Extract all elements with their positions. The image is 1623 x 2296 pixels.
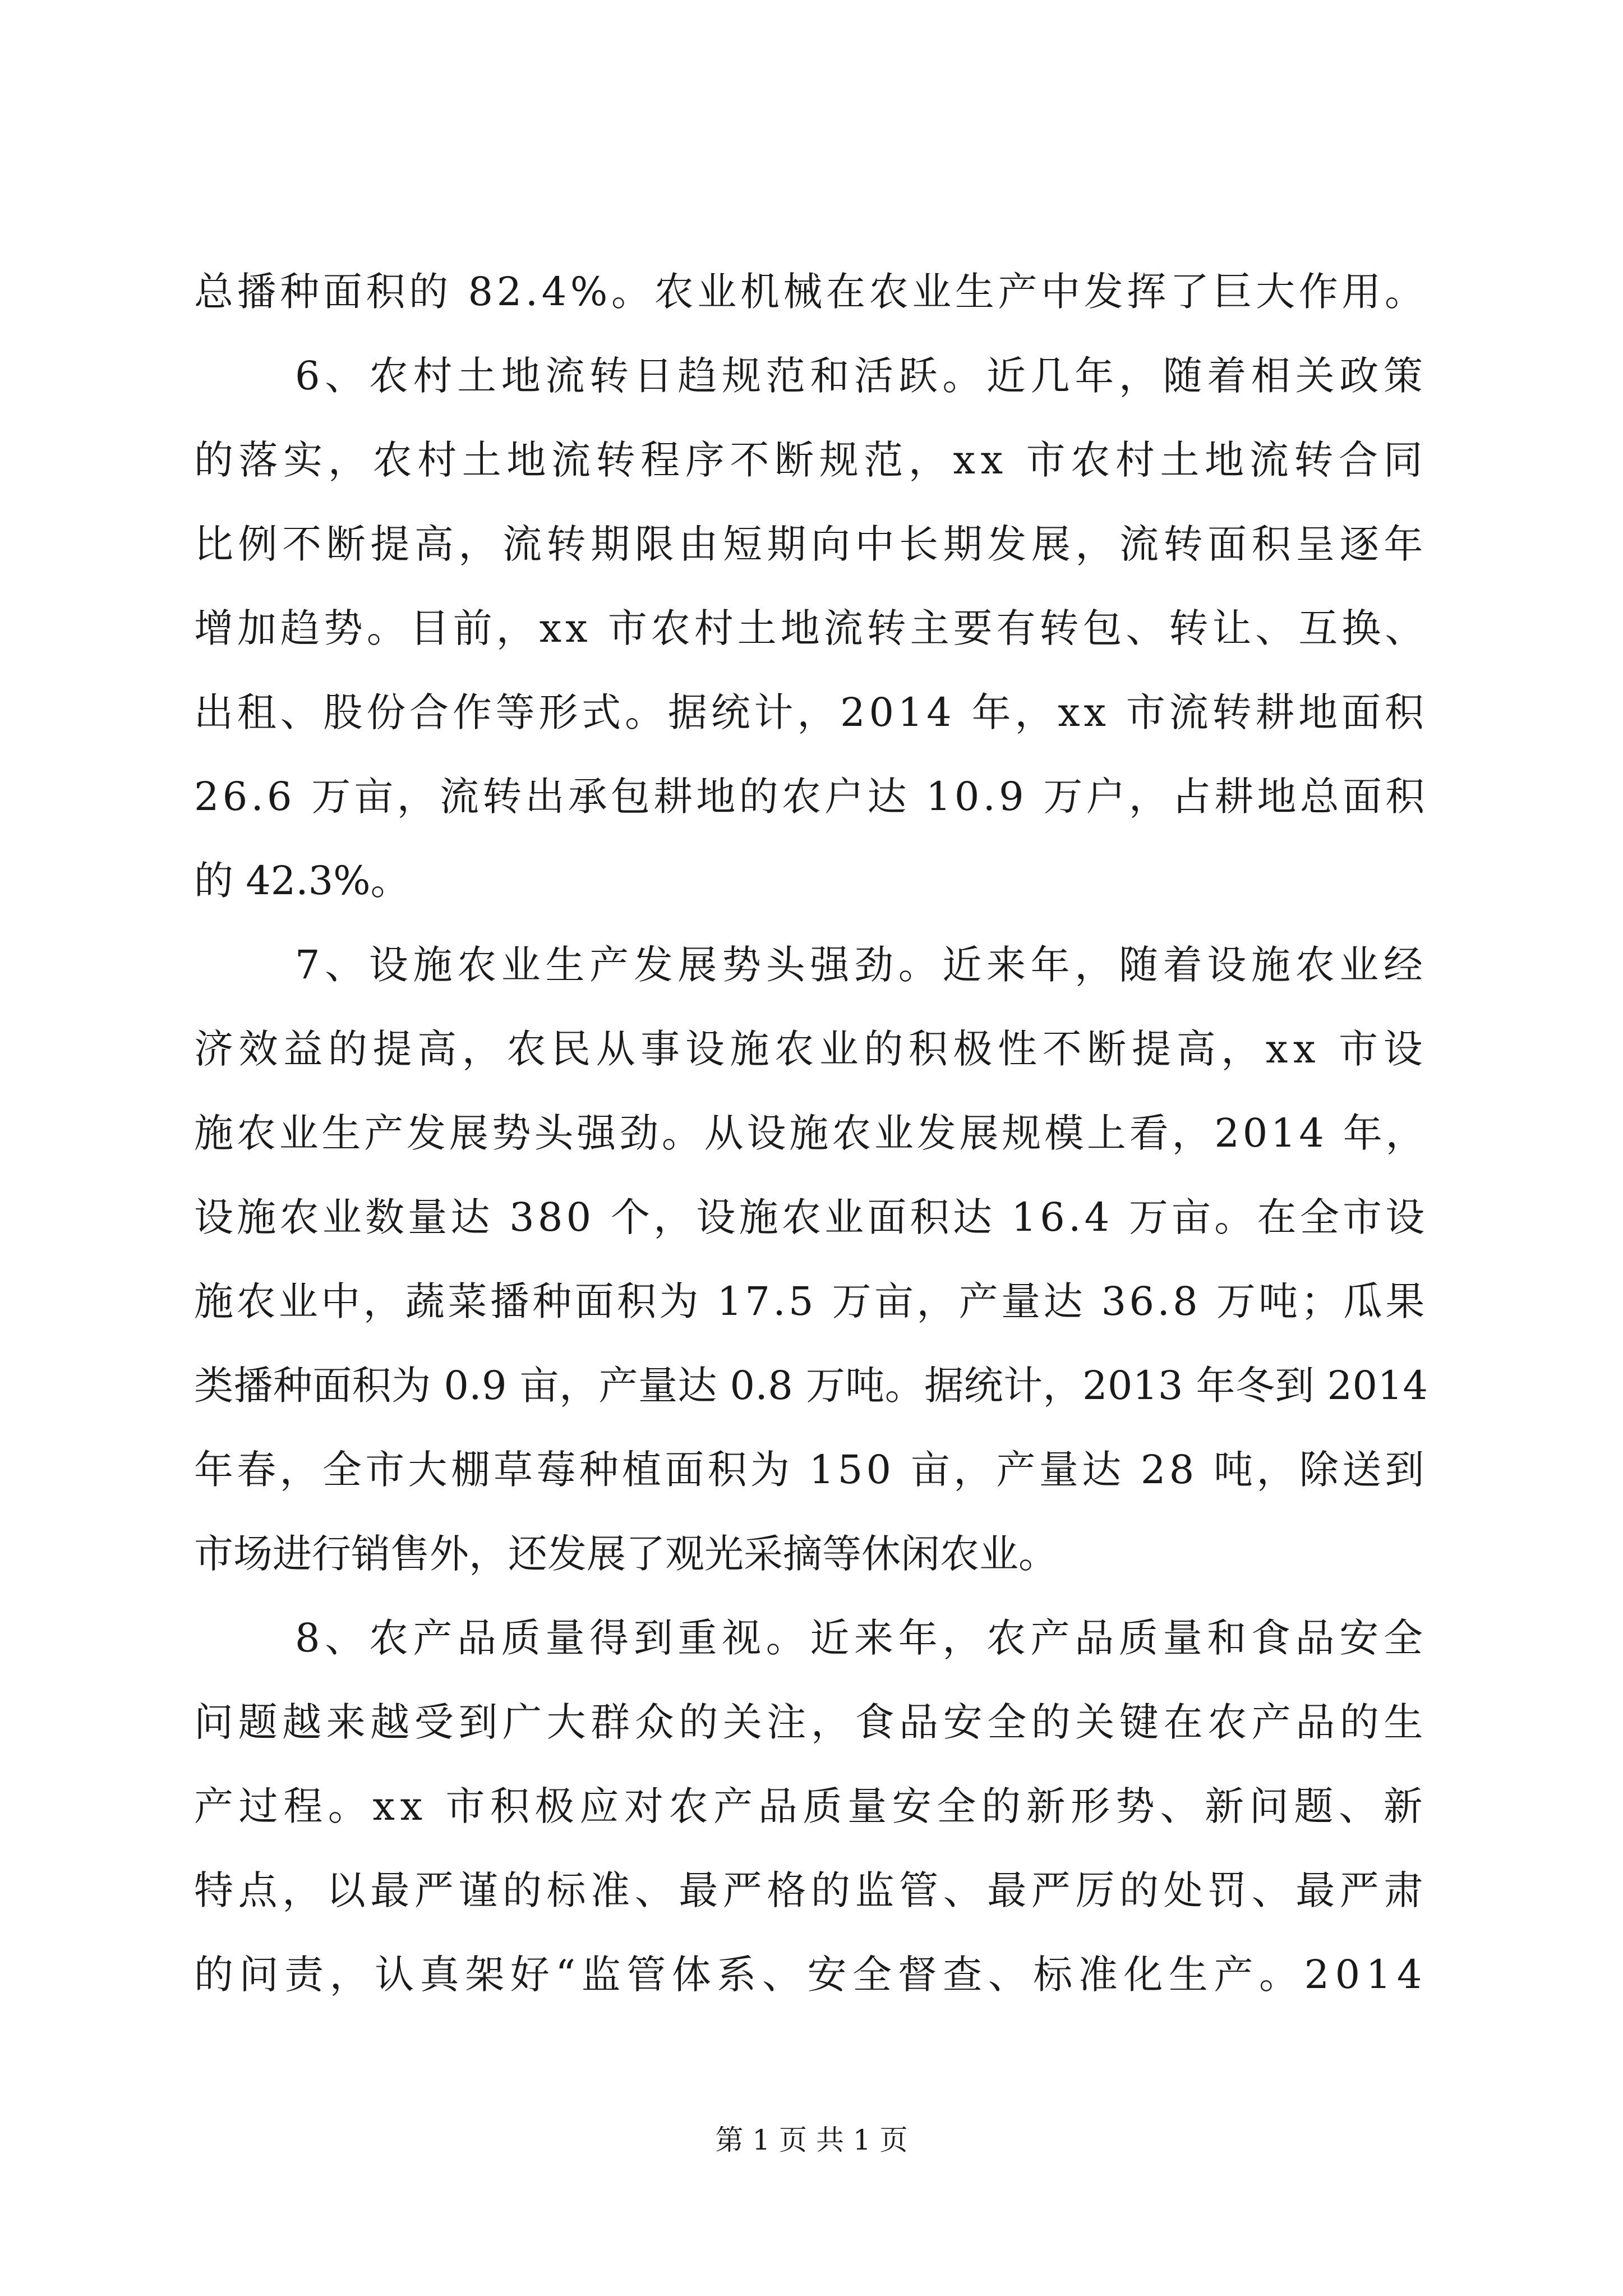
text-line: 26.6 万亩，流转出承包耕地的农户达 10.9 万户，占耕地总面积 <box>194 774 1428 820</box>
text-line: 出租、股份合作等形式。据统计，2014 年，xx 市流转耕地面积 <box>194 689 1428 735</box>
paragraph-8-heading-line: 8、农产品质量得到重视。近来年，农产品质量和食品安全 <box>295 1615 1428 1661</box>
paragraph-7-heading-line: 7、设施农业生产发展势头强劲。近来年，随着设施农业经 <box>295 942 1428 988</box>
text-line: 的问责，认真架好“监管体系、安全督查、标准化生产。2014 <box>194 1952 1428 1998</box>
text-line: 施农业中，蔬菜播种面积为 17.5 万亩，产量达 36.8 万吨；瓜果 <box>194 1278 1428 1324</box>
text-line: 产过程。xx 市积极应对农产品质量安全的新形势、新问题、新 <box>194 1783 1428 1829</box>
text-line: 市场进行销售外，还发展了观光采摘等休闲农业。 <box>194 1531 1058 1577</box>
paragraph-6-heading-line: 6、农村土地流转日趋规范和活跃。近几年，随着相关政策 <box>295 353 1428 399</box>
text-line: 年春，全市大棚草莓种植面积为 150 亩，产量达 28 吨，除送到 <box>194 1447 1428 1493</box>
text-line: 施农业生产发展势头强劲。从设施农业发展规模上看，2014 年， <box>194 1110 1428 1156</box>
text-line: 的 42.3%。 <box>194 858 410 904</box>
text-line: 总播种面积的 82.4%。农业机械在农业生产中发挥了巨大作用。 <box>194 269 1428 315</box>
text-line: 类播种面积为 0.9 亩，产量达 0.8 万吨。据统计，2013 年冬到 2014 <box>194 1363 1428 1409</box>
text-line: 的落实，农村土地流转程序不断规范，xx 市农村土地流转合同 <box>194 437 1428 483</box>
text-line: 特点，以最严谨的标准、最严格的监管、最严厉的处罚、最严肃 <box>194 1867 1428 1913</box>
page-footer: 第 1 页 共 1 页 <box>715 2124 908 2156</box>
text-line: 设施农业数量达 380 个，设施农业面积达 16.4 万亩。在全市设 <box>194 1194 1428 1240</box>
text-line: 增加趋势。目前，xx 市农村土地流转主要有转包、转让、互换、 <box>194 605 1428 651</box>
text-line: 比例不断提高，流转期限由短期向中长期发展，流转面积呈逐年 <box>194 521 1428 567</box>
text-line: 济效益的提高，农民从事设施农业的积极性不断提高，xx 市设 <box>194 1026 1428 1072</box>
text-line: 问题越来越受到广大群众的关注，食品安全的关键在农产品的生 <box>194 1699 1428 1745</box>
